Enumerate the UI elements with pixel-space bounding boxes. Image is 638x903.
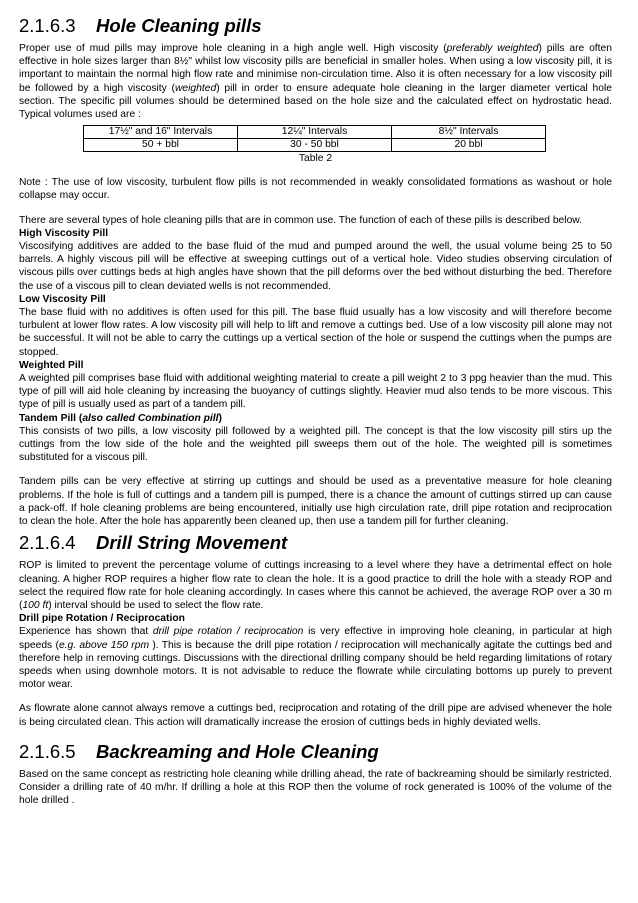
weighted-pill-heading: Weighted Pill xyxy=(19,359,84,371)
weighted-pill-paragraph: A weighted pill comprises base fluid with additional weighting material to create a pill weight 2 to 3 ppg heavier than the mud. This type of pill will aid hole cleaning by increasing the buoyancy of cuttings slightly. Heavier mud also tends to be more viscous. This type of pill is usually used as part of a tandem pill. xyxy=(19,373,612,411)
backreaming-paragraph: Based on the same concept as restricting hole cleaning while drilling ahead, the rate of backreaming should be similarly restricted. Consider a drilling rate of 40 m/hr. If drilling a hole at this ROP then the volume of rock generated is 100% of the volume of the hole drilled . xyxy=(19,768,612,807)
intro-paragraph: Proper use of mud pills may improve hole cleaning in a high angle well. High viscosity (preferably weighted) pills are often effective in hole sizes larger than 8½" whilst low viscosity pills are beneficial in smaller holes. When using a low viscosity pill, it is important to maintain the normal high flow rate and minimise non-circulation time. Also it is often necessary for a low viscosity pill be followed by a high viscosity (weighted) pill in order to ensure adequate hole cleaning in the larger diameter vertical hole section. The specific pill volumes should be determined based on the hole size and the calculated effect on hydrostatic head. Typical volumes used are : xyxy=(19,43,612,121)
section-number: 2.1.6.4 xyxy=(19,532,76,554)
low-viscosity-paragraph: The base fluid with no additives is often used for this pill. The base fluid usually has a low viscosity and will therefore become turbulent at lower flow rates. A low viscosity pill will help to lift and remove a cuttings bed. Use of a low viscosity pill alone may not be successful. It will not be able to carry the cuttings up a vertical section of the hole or suspend the cuttings when the pumps are stopped. xyxy=(19,307,612,358)
high-viscosity-paragraph: Viscosifying additives are added to the base fluid of the mud and pumped around the well, the usual volume being 25 to 50 barrels. A highly viscous pill will be effective at sweeping cuttings out of a vertical hole. Video studies observing circulation of viscous pills over cuttings beds at high angles have shown that the pill deforms over the bed without disturbing the bed. Therefore the use of a viscous pill to clean deviated wells is not recommended. xyxy=(19,241,612,292)
table-cell: 50 + bbl xyxy=(84,139,238,152)
section-heading-hole-cleaning-pills xyxy=(19,14,612,38)
rotation-heading: Drill pipe Rotation / Reciprocation xyxy=(19,613,185,625)
document-page xyxy=(19,14,612,807)
tandem-pill-heading: Tandem Pill (also called Combination pill) xyxy=(19,412,222,424)
table-cell: 30 - 50 bbl xyxy=(238,139,392,152)
section-number: 2.1.6.5 xyxy=(19,740,76,762)
note-paragraph: Note : The use of low viscosity, turbulent flow pills is not recommended in weakly consolidated formations as washout or hole collapse may occur. xyxy=(19,177,612,202)
table-header-cell: 8½" Intervals xyxy=(392,126,546,139)
section-heading-backreaming xyxy=(19,740,612,764)
flowrate-paragraph: As flowrate alone cannot always remove a cuttings bed, reciprocation and rotating of the drill pipe are advised whenever the hole is being circulated clean. This action will dramatically increase the erosion of cuttings beds in highly deviated wells. xyxy=(19,703,612,728)
section-title: Hole Cleaning pills xyxy=(96,15,262,36)
section-number: 2.1.6.3 xyxy=(19,15,76,36)
table-header-cell: 12¼" Intervals xyxy=(238,126,392,139)
table-row xyxy=(84,139,546,152)
section-title: Drill String Movement xyxy=(96,532,288,554)
pill-types-intro: There are several types of hole cleaning pills that are in common use. The function of each of these pills is described below. xyxy=(19,214,583,226)
rotation-paragraph: Experience has shown that drill pipe rotation / reciprocation is very effective in improving hole cleaning, in particular at high speeds (e.g. above 150 rpm ). This is because the drill pipe rotation / reciprocation will mechanically agitate the cuttings bed and therefore help in removing cuttings. Discussions with the directional drilling company should be held regarding limitations of rotary speeds when using downhole motors. It is not advisable to reduce the flowrate while circulating bottoms up purely to prevent motor wear. xyxy=(19,626,612,691)
section-title: Backreaming and Hole Cleaning xyxy=(96,740,379,762)
tandem-pill-paragraph-2: Tandem pills can be very effective at stirring up cuttings and should be used as a preventative measure for hole cleaning problems. If the hole is full of cuttings and a tandem pill is pumped, there is a chance the amount of cuttings stirred up can cause a pack-off. If hole cleaning problems are being encountered, initially use high circulation rate, drill pipe rotation and reciprocation to clean the hole. After the hole has apparently been cleaned up, then use a tandem pill for further cleaning. xyxy=(19,476,612,528)
pill-volume-table xyxy=(83,125,546,152)
high-viscosity-heading: High Viscosity Pill xyxy=(19,227,109,239)
table-header-row xyxy=(84,126,546,139)
section-heading-drill-string-movement xyxy=(19,531,612,555)
tandem-pill-paragraph: This consists of two pills, a low viscosity pill followed by a weighted pill. The concept is that the low viscosity pill stirs up the cuttings from the low side of the hole and the weighted pill sweeps them out of the hole. The weighted pill is sometimes substituted for a viscous pill. xyxy=(19,425,612,464)
table-header-cell: 17½" and 16" Intervals xyxy=(84,126,238,139)
rop-paragraph: ROP is limited to prevent the percentage volume of cuttings increasing to a level where they have a detrimental effect on hole cleaning. A higher ROP requires a higher flow rate to clean the hole. It is a good practice to drill the hole with a steady ROP and select the required flow rate for hole cleaning accordingly. In cases where this cannot be achieved, the average ROP over a 30 m (100 ft) interval should be used to select the flow rate. xyxy=(19,560,612,611)
table-cell: 20 bbl xyxy=(392,139,546,152)
low-viscosity-heading: Low Viscosity Pill xyxy=(19,293,106,305)
table-caption: Table 2 xyxy=(298,153,333,165)
